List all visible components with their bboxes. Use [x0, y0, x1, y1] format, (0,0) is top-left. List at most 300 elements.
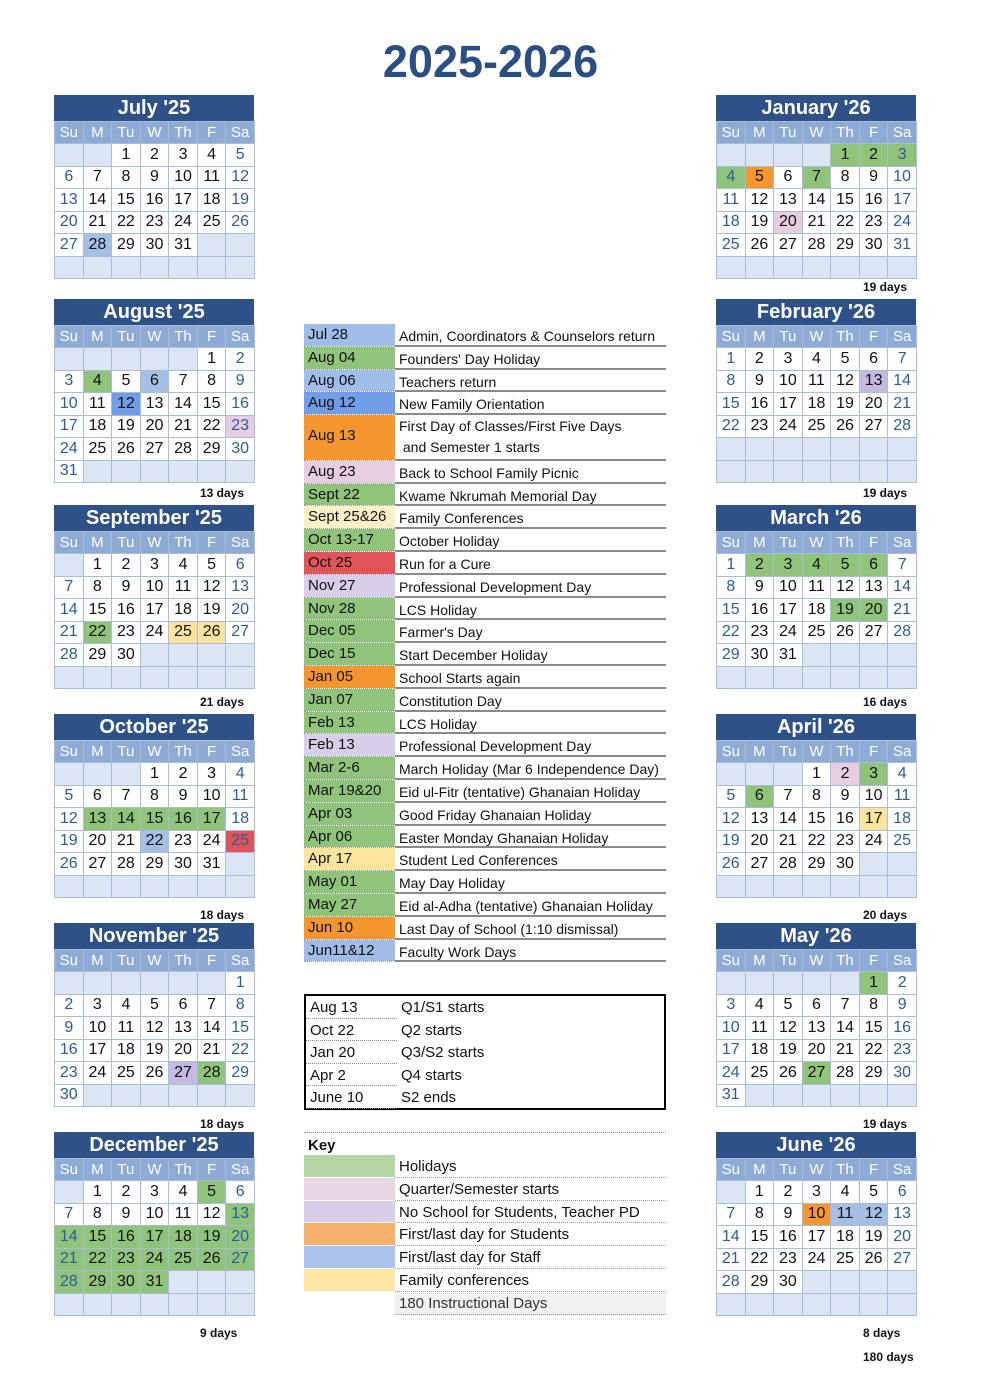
day-cell: 22: [197, 415, 226, 438]
empty-cell: [774, 460, 803, 483]
empty-cell: [774, 256, 803, 279]
day-cell: 7: [831, 994, 860, 1017]
day-cell: 10: [802, 1203, 831, 1226]
event-date: May 01: [304, 871, 395, 893]
empty-cell: [169, 644, 198, 667]
day-cell: 26: [745, 234, 774, 257]
event-text: March Holiday (Mar 6 Independence Day): [395, 757, 666, 780]
empty-cell: [197, 234, 226, 257]
day-cell: 4: [831, 1181, 860, 1204]
month-title: September '25: [54, 505, 254, 531]
event-date: May 27: [304, 894, 395, 916]
day-cell: 9: [226, 370, 255, 393]
empty-cell: [745, 1293, 774, 1316]
weekday-label: W: [140, 1159, 169, 1181]
event-text: Eid al-Adha (tentative) Ghanaian Holiday: [395, 894, 666, 917]
day-cell: 10: [169, 166, 198, 189]
day-cell: 30: [112, 1271, 141, 1294]
day-cell: 16: [169, 808, 198, 831]
day-cell: 28: [888, 415, 917, 438]
day-cell: 30: [226, 438, 255, 461]
empty-cell: [226, 256, 255, 279]
empty-cell: [859, 1293, 888, 1316]
day-cell: 19: [859, 1226, 888, 1249]
empty-cell: [745, 1084, 774, 1107]
day-cell: 20: [140, 415, 169, 438]
day-cell: 5: [745, 166, 774, 189]
event-text: Back to School Family Picnic: [395, 461, 666, 484]
day-cell: 6: [802, 994, 831, 1017]
empty-cell: [802, 256, 831, 279]
weekday-label: M: [83, 122, 112, 144]
day-cell: 6: [55, 166, 84, 189]
day-cell: 21: [55, 1248, 84, 1271]
weekday-label: Su: [717, 950, 746, 972]
day-cell: 13: [745, 808, 774, 831]
empty-cell: [169, 875, 198, 898]
day-cell: 22: [745, 1248, 774, 1271]
day-cell: 30: [112, 644, 141, 667]
day-cell: 7: [888, 554, 917, 577]
day-cell: 13: [140, 393, 169, 416]
day-cell: 3: [774, 348, 803, 371]
day-cell: 13: [226, 1203, 255, 1226]
event-text: Professional Development Day: [395, 734, 666, 757]
empty-cell: [802, 644, 831, 667]
day-cell: 26: [112, 438, 141, 461]
quarter-text: S2 ends: [401, 1089, 457, 1107]
day-cell: 28: [774, 853, 803, 876]
key-label: First/last day for Students: [395, 1223, 666, 1246]
day-cell: 4: [83, 370, 112, 393]
empty-cell: [831, 666, 860, 689]
event-date: Dec 05: [304, 620, 395, 642]
day-cell: 11: [169, 576, 198, 599]
day-cell: 27: [226, 1248, 255, 1271]
empty-cell: [197, 1084, 226, 1107]
day-cell: 10: [717, 1017, 746, 1040]
weekday-label: Sa: [226, 1159, 255, 1181]
weekday-label: F: [197, 1159, 226, 1181]
empty-cell: [717, 460, 746, 483]
day-cell: 8: [83, 576, 112, 599]
day-cell: 6: [140, 370, 169, 393]
month-days-count: 18 days: [200, 1117, 245, 1131]
day-cell: 4: [197, 144, 226, 167]
empty-cell: [745, 438, 774, 461]
empty-cell: [112, 460, 141, 483]
day-cell: 18: [831, 1226, 860, 1249]
day-cell: 11: [802, 370, 831, 393]
event-row: [304, 894, 666, 917]
day-cell: 29: [112, 234, 141, 257]
event-date: Aug 12: [304, 392, 395, 414]
quarter-row: [306, 1086, 664, 1109]
event-text: LCS Holiday: [395, 712, 666, 735]
empty-cell: [859, 853, 888, 876]
day-cell: 25: [888, 830, 917, 853]
empty-cell: [83, 1293, 112, 1316]
day-cell: 24: [140, 1248, 169, 1271]
weekday-label: Sa: [888, 1159, 917, 1181]
empty-cell: [859, 1084, 888, 1107]
event-row: [304, 392, 666, 415]
day-cell: 1: [831, 144, 860, 167]
key-title: Key: [308, 1137, 336, 1154]
day-cell: 3: [888, 144, 917, 167]
empty-cell: [169, 1293, 198, 1316]
day-cell: 23: [112, 1248, 141, 1271]
day-cell: 8: [140, 785, 169, 808]
day-cell: 7: [197, 994, 226, 1017]
empty-cell: [226, 875, 255, 898]
day-cell: 12: [226, 166, 255, 189]
day-cell: 15: [802, 808, 831, 831]
day-cell: 14: [888, 576, 917, 599]
day-cell: 26: [140, 1062, 169, 1085]
day-cell: 20: [83, 830, 112, 853]
empty-cell: [859, 256, 888, 279]
weekday-label: Th: [169, 326, 198, 348]
weekday-label: Su: [55, 532, 84, 554]
weekday-label: M: [83, 1159, 112, 1181]
day-cell: 13: [55, 189, 84, 212]
empty-cell: [774, 144, 803, 167]
empty-cell: [802, 875, 831, 898]
day-cell: 11: [197, 166, 226, 189]
day-cell: 5: [717, 785, 746, 808]
month-2: [54, 505, 254, 689]
day-cell: 15: [226, 1017, 255, 1040]
day-cell: 23: [112, 621, 141, 644]
day-cell: 1: [112, 144, 141, 167]
day-cell: 31: [717, 1084, 746, 1107]
day-cell: 18: [888, 808, 917, 831]
day-cell: 5: [831, 554, 860, 577]
weekday-label: Th: [831, 326, 860, 348]
day-cell: 6: [859, 554, 888, 577]
day-cell: 27: [802, 1062, 831, 1085]
day-cell: 5: [112, 370, 141, 393]
day-cell: 20: [55, 211, 84, 234]
weekday-label: Tu: [112, 1159, 141, 1181]
day-cell: 15: [140, 808, 169, 831]
quarter-text: Q4 starts: [401, 1066, 462, 1084]
weekday-label: W: [140, 532, 169, 554]
key-item: [304, 1155, 666, 1178]
empty-cell: [112, 666, 141, 689]
day-cell: 8: [802, 785, 831, 808]
weekday-label: Sa: [888, 950, 917, 972]
key-total-row: [304, 1292, 666, 1315]
weekday-label: Th: [169, 741, 198, 763]
day-cell: 1: [802, 763, 831, 786]
day-cell: 8: [226, 994, 255, 1017]
day-cell: 27: [774, 234, 803, 257]
empty-cell: [55, 1181, 84, 1204]
event-text: Last Day of School (1:10 dismissal): [395, 917, 666, 940]
month-5: [54, 1132, 254, 1316]
day-cell: 8: [717, 576, 746, 599]
day-cell: 2: [888, 972, 917, 995]
day-cell: 24: [169, 211, 198, 234]
day-cell: 31: [140, 1271, 169, 1294]
empty-cell: [169, 666, 198, 689]
weekday-label: M: [83, 950, 112, 972]
weekday-label: Su: [717, 532, 746, 554]
weekday-label: F: [197, 741, 226, 763]
event-text: Constitution Day: [395, 689, 666, 712]
weekday-label: Sa: [226, 950, 255, 972]
quarter-date: Apr 2: [306, 1064, 397, 1087]
empty-cell: [55, 348, 84, 371]
day-cell: 21: [112, 830, 141, 853]
day-cell: 10: [83, 1017, 112, 1040]
day-cell: 21: [802, 211, 831, 234]
weekday-label: Su: [717, 1159, 746, 1181]
event-row: [304, 620, 666, 643]
empty-cell: [83, 460, 112, 483]
month-days-count: 21 days: [200, 695, 245, 709]
day-cell: 24: [197, 830, 226, 853]
day-cell: 29: [83, 644, 112, 667]
day-cell: 30: [169, 853, 198, 876]
event-row: [304, 484, 666, 507]
event-date: Nov 28: [304, 598, 395, 620]
empty-cell: [226, 234, 255, 257]
event-row: [304, 780, 666, 803]
empty-cell: [226, 666, 255, 689]
day-cell: 26: [226, 211, 255, 234]
weekday-label: Tu: [774, 741, 803, 763]
empty-cell: [169, 348, 198, 371]
day-cell: 12: [831, 576, 860, 599]
day-cell: 26: [197, 621, 226, 644]
month-0: [54, 95, 254, 279]
key-item: [304, 1178, 666, 1201]
event-date: Jun11&12: [304, 940, 395, 962]
day-cell: 28: [55, 644, 84, 667]
day-cell: 19: [112, 415, 141, 438]
weekday-label: Sa: [888, 741, 917, 763]
day-cell: 23: [859, 211, 888, 234]
day-cell: 14: [169, 393, 198, 416]
day-cell: 15: [745, 1226, 774, 1249]
event-text: Family Conferences: [395, 506, 666, 529]
empty-cell: [859, 460, 888, 483]
day-cell: 8: [831, 166, 860, 189]
day-cell: 20: [802, 1039, 831, 1062]
day-cell: 3: [859, 763, 888, 786]
day-cell: 13: [859, 370, 888, 393]
day-cell: 17: [859, 808, 888, 831]
day-cell: 12: [774, 1017, 803, 1040]
empty-cell: [717, 875, 746, 898]
empty-cell: [802, 972, 831, 995]
empty-cell: [717, 438, 746, 461]
day-cell: 12: [140, 1017, 169, 1040]
event-text: Eid ul-Fitr (tentative) Ghanaian Holiday: [395, 780, 666, 803]
month-title: January '26: [716, 95, 916, 121]
day-cell: 4: [745, 994, 774, 1017]
empty-cell: [774, 1293, 803, 1316]
key-item: [304, 1223, 666, 1246]
month-1: [54, 299, 254, 483]
day-cell: 29: [226, 1062, 255, 1085]
empty-cell: [888, 644, 917, 667]
empty-cell: [83, 348, 112, 371]
day-cell: 26: [831, 621, 860, 644]
day-cell: 3: [83, 994, 112, 1017]
day-cell: 29: [717, 644, 746, 667]
day-cell: 2: [745, 554, 774, 577]
day-cell: 4: [802, 554, 831, 577]
event-text: Student Led Conferences: [395, 848, 666, 871]
day-cell: 17: [717, 1039, 746, 1062]
event-text: Start December Holiday: [395, 643, 666, 666]
weekday-label: Sa: [888, 532, 917, 554]
day-cell: 31: [888, 234, 917, 257]
empty-cell: [774, 666, 803, 689]
day-cell: 7: [83, 166, 112, 189]
weekday-label: W: [802, 326, 831, 348]
key-label: Quarter/Semester starts: [395, 1178, 666, 1201]
day-cell: 30: [140, 234, 169, 257]
day-cell: 3: [802, 1181, 831, 1204]
empty-cell: [169, 460, 198, 483]
day-cell: 23: [55, 1062, 84, 1085]
day-cell: 30: [831, 853, 860, 876]
quarter-text: Q1/S1 starts: [401, 999, 485, 1016]
day-cell: 12: [717, 808, 746, 831]
event-date: Jan 07: [304, 689, 395, 711]
day-cell: 12: [831, 370, 860, 393]
empty-cell: [226, 1293, 255, 1316]
day-cell: 13: [774, 189, 803, 212]
event-text: Admin, Coordinators & Counselors return: [395, 324, 666, 347]
day-cell: 28: [802, 234, 831, 257]
event-row: [304, 461, 666, 484]
day-cell: 28: [83, 234, 112, 257]
event-date: Feb 13: [304, 734, 395, 756]
day-cell: 22: [717, 415, 746, 438]
day-cell: 9: [112, 576, 141, 599]
day-cell: 2: [831, 763, 860, 786]
empty-cell: [55, 144, 84, 167]
event-row: [304, 803, 666, 826]
day-cell: 5: [226, 144, 255, 167]
day-cell: 11: [802, 576, 831, 599]
day-cell: 28: [831, 1062, 860, 1085]
day-cell: 18: [226, 808, 255, 831]
day-cell: 7: [802, 166, 831, 189]
empty-cell: [83, 972, 112, 995]
day-cell: 23: [745, 415, 774, 438]
day-cell: 25: [802, 621, 831, 644]
day-cell: 12: [859, 1203, 888, 1226]
empty-cell: [83, 144, 112, 167]
empty-cell: [83, 763, 112, 786]
weekday-label: M: [745, 1159, 774, 1181]
day-cell: 25: [831, 1248, 860, 1271]
empty-cell: [226, 853, 255, 876]
day-cell: 14: [774, 808, 803, 831]
day-cell: 21: [83, 211, 112, 234]
event-date: Mar 19&20: [304, 780, 395, 802]
empty-cell: [831, 256, 860, 279]
day-cell: 14: [831, 1017, 860, 1040]
empty-cell: [888, 256, 917, 279]
day-cell: 2: [774, 1181, 803, 1204]
day-cell: 1: [197, 348, 226, 371]
empty-cell: [802, 1293, 831, 1316]
empty-cell: [859, 644, 888, 667]
weekday-label: W: [802, 122, 831, 144]
day-cell: 25: [169, 621, 198, 644]
empty-cell: [169, 1271, 198, 1294]
event-row: [304, 552, 666, 575]
day-cell: 19: [55, 830, 84, 853]
weekday-label: W: [802, 741, 831, 763]
event-row: [304, 826, 666, 849]
day-cell: 11: [717, 189, 746, 212]
empty-cell: [112, 972, 141, 995]
empty-cell: [55, 763, 84, 786]
day-cell: 15: [831, 189, 860, 212]
empty-cell: [112, 763, 141, 786]
day-cell: 10: [859, 785, 888, 808]
empty-cell: [774, 1084, 803, 1107]
day-cell: 27: [83, 853, 112, 876]
event-text: Run for a Cure: [395, 552, 666, 575]
key-label: Family conferences: [395, 1269, 666, 1292]
empty-cell: [197, 644, 226, 667]
empty-cell: [745, 144, 774, 167]
day-cell: 25: [802, 415, 831, 438]
day-cell: 9: [888, 994, 917, 1017]
day-cell: 1: [83, 1181, 112, 1204]
day-cell: 17: [197, 808, 226, 831]
weekday-label: Th: [831, 532, 860, 554]
event-date: Sept 25&26: [304, 506, 395, 528]
day-cell: 12: [745, 189, 774, 212]
day-cell: 25: [197, 211, 226, 234]
day-cell: 8: [859, 994, 888, 1017]
weekday-label: M: [83, 326, 112, 348]
day-cell: 3: [169, 144, 198, 167]
empty-cell: [831, 460, 860, 483]
weekday-label: M: [83, 741, 112, 763]
day-cell: 28: [888, 621, 917, 644]
day-cell: 22: [859, 1039, 888, 1062]
event-date: Feb 13: [304, 712, 395, 734]
event-date: Mar 2-6: [304, 757, 395, 779]
day-cell: 23: [774, 1248, 803, 1271]
weekday-label: F: [859, 122, 888, 144]
day-cell: 10: [140, 1203, 169, 1226]
weekday-label: F: [197, 326, 226, 348]
month-days-count: 9 days: [200, 1326, 238, 1340]
day-cell: 21: [831, 1039, 860, 1062]
day-cell: 24: [83, 1062, 112, 1085]
day-cell: 31: [169, 234, 198, 257]
weekday-label: F: [859, 741, 888, 763]
day-cell: 3: [197, 763, 226, 786]
day-cell: 15: [83, 1226, 112, 1249]
day-cell: 1: [717, 348, 746, 371]
weekday-label: Tu: [774, 950, 803, 972]
day-cell: 8: [83, 1203, 112, 1226]
